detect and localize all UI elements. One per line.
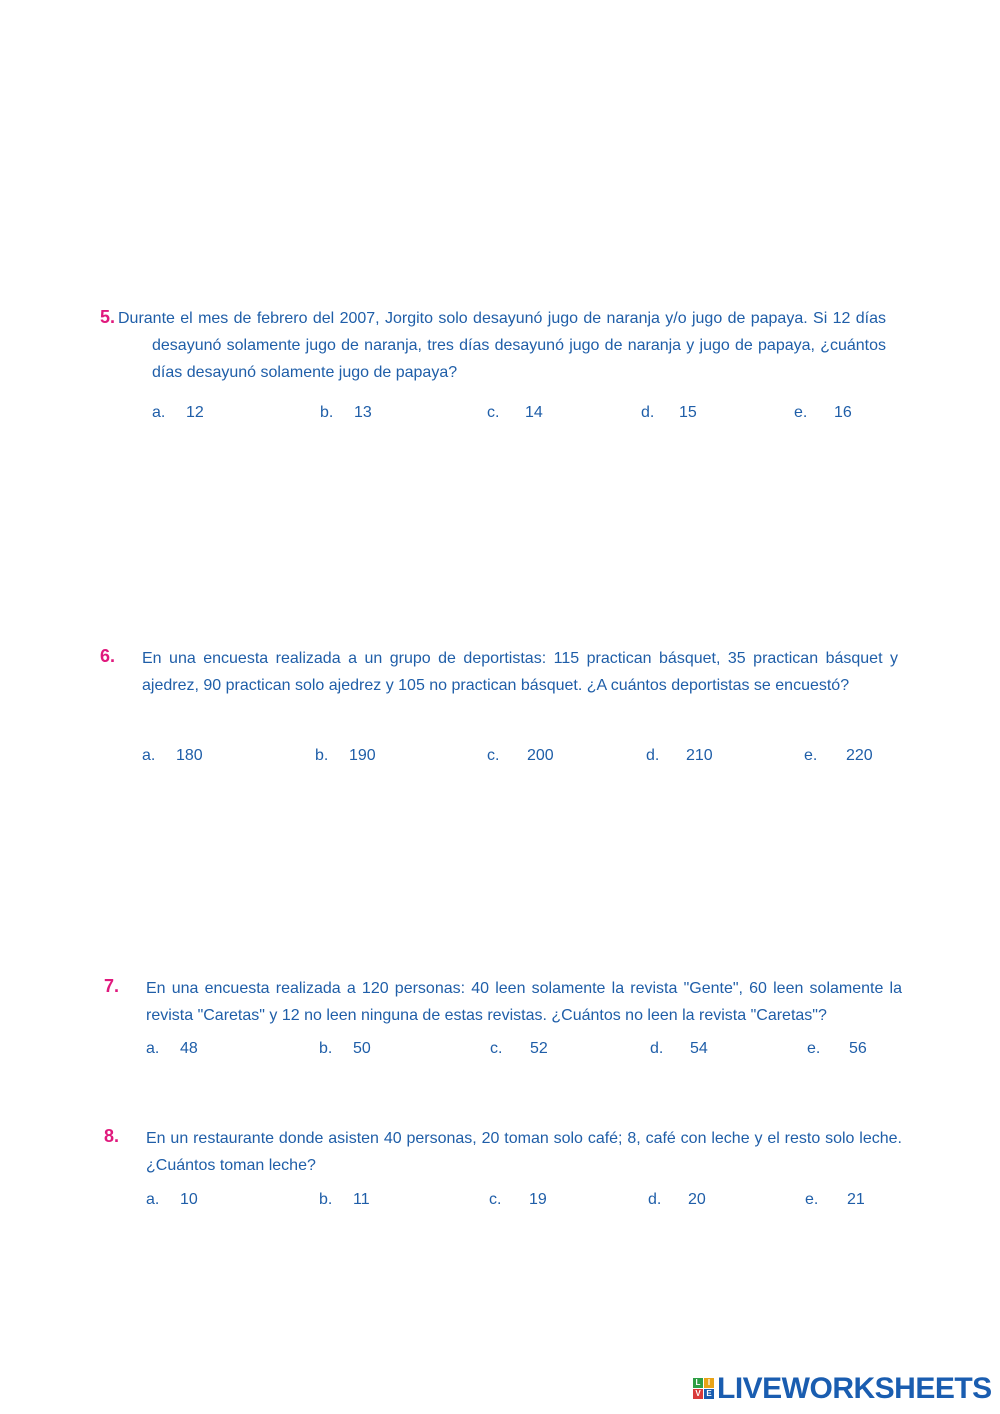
option-b[interactable] xyxy=(315,747,376,765)
option-e[interactable] xyxy=(804,747,873,765)
logo-mark-letter: L xyxy=(693,1378,703,1388)
option-a[interactable] xyxy=(146,1040,198,1058)
option-value: 56 xyxy=(849,1040,867,1057)
logo-text: LIVEWORKSHEETS xyxy=(717,1372,992,1405)
question-text xyxy=(118,305,886,386)
option-value: 210 xyxy=(686,747,713,764)
option-letter: c. xyxy=(490,1040,503,1057)
option-d[interactable] xyxy=(648,1191,706,1209)
option-value: 48 xyxy=(180,1040,198,1057)
option-a[interactable] xyxy=(142,747,203,765)
option-value: 14 xyxy=(525,404,543,421)
options-row xyxy=(0,747,1000,771)
option-value: 50 xyxy=(353,1040,371,1057)
option-value: 190 xyxy=(349,747,376,764)
option-value: 200 xyxy=(527,747,554,764)
question-number: 5. xyxy=(100,307,116,327)
options-row xyxy=(0,1040,1000,1064)
option-b[interactable] xyxy=(320,404,372,422)
option-value: 15 xyxy=(679,404,697,421)
question-number: 8. xyxy=(104,1126,120,1146)
option-d[interactable] xyxy=(641,404,697,422)
options-row xyxy=(0,1191,1000,1215)
question-text: En una encuesta realizada a 120 personas: 40 leen solamente la revista "Gente", 60 leen solamente la revista "Caretas" y 12 no leen ninguna de estas revistas. ¿Cuántos no leen la revista "Caretas"? xyxy=(146,980,902,1024)
option-e[interactable] xyxy=(794,404,852,422)
option-value: 220 xyxy=(846,747,873,764)
option-c[interactable] xyxy=(489,1191,547,1209)
option-letter: e. xyxy=(807,1040,821,1057)
logo-mark-letter: V xyxy=(693,1389,703,1399)
option-value: 16 xyxy=(834,404,852,421)
option-value: 13 xyxy=(354,404,372,421)
option-letter: b. xyxy=(320,404,334,421)
option-c[interactable] xyxy=(487,404,543,422)
option-letter: d. xyxy=(641,404,655,421)
question-text-content: Durante el mes de febrero del 2007, Jorgito solo desayunó jugo de naranja y/o jugo de papaya. Si 12 días desayunó solamente jugo de naranja, tres días desayunó jugo de naranja y jugo de papaya, ¿cuántos días desayunó solamente jugo de papaya? xyxy=(118,310,886,381)
option-letter: a. xyxy=(152,404,166,421)
option-a[interactable] xyxy=(146,1191,198,1209)
option-d[interactable] xyxy=(646,747,713,765)
question-number: 6. xyxy=(100,646,116,666)
logo-mark-icon xyxy=(693,1378,715,1400)
option-letter: a. xyxy=(142,747,156,764)
question-text: En una encuesta realizada a un grupo de deportistas: 115 practican básquet, 35 practican básquet y ajedrez, 90 practican solo ajedrez y 105 no practican básquet. ¿A cuántos deportistas se encuestó? xyxy=(142,650,898,694)
option-value: 20 xyxy=(688,1191,706,1208)
option-d[interactable] xyxy=(650,1040,708,1058)
option-letter: e. xyxy=(794,404,808,421)
option-letter: d. xyxy=(648,1191,662,1208)
option-letter: e. xyxy=(804,747,818,764)
option-letter: a. xyxy=(146,1040,160,1057)
option-letter: d. xyxy=(650,1040,664,1057)
option-b[interactable] xyxy=(319,1191,370,1209)
option-letter: c. xyxy=(487,747,500,764)
option-value: 19 xyxy=(529,1191,547,1208)
option-value: 11 xyxy=(353,1191,370,1208)
logo-mark-letter: I xyxy=(704,1378,714,1388)
liveworksheets-logo xyxy=(693,1372,992,1406)
option-value: 21 xyxy=(847,1191,865,1208)
option-e[interactable] xyxy=(805,1191,865,1209)
option-e[interactable] xyxy=(807,1040,867,1058)
option-letter: b. xyxy=(319,1191,333,1208)
option-value: 10 xyxy=(180,1191,198,1208)
option-value: 12 xyxy=(186,404,204,421)
option-letter: b. xyxy=(319,1040,333,1057)
option-b[interactable] xyxy=(319,1040,371,1058)
question-number: 7. xyxy=(104,976,120,996)
option-letter: e. xyxy=(805,1191,819,1208)
option-value: 54 xyxy=(690,1040,708,1057)
question-text: En un restaurante donde asisten 40 personas, 20 toman solo café; 8, café con leche y el resto solo leche. ¿Cuántos toman leche? xyxy=(146,1130,902,1174)
option-a[interactable] xyxy=(152,404,204,422)
option-c[interactable] xyxy=(487,747,554,765)
option-letter: a. xyxy=(146,1191,160,1208)
option-value: 180 xyxy=(176,747,203,764)
option-letter: c. xyxy=(487,404,500,421)
option-letter: b. xyxy=(315,747,329,764)
option-c[interactable] xyxy=(490,1040,548,1058)
options-row xyxy=(0,404,1000,428)
option-letter: d. xyxy=(646,747,660,764)
option-value: 52 xyxy=(530,1040,548,1057)
logo-mark-letter: E xyxy=(704,1389,714,1399)
option-letter: c. xyxy=(489,1191,502,1208)
